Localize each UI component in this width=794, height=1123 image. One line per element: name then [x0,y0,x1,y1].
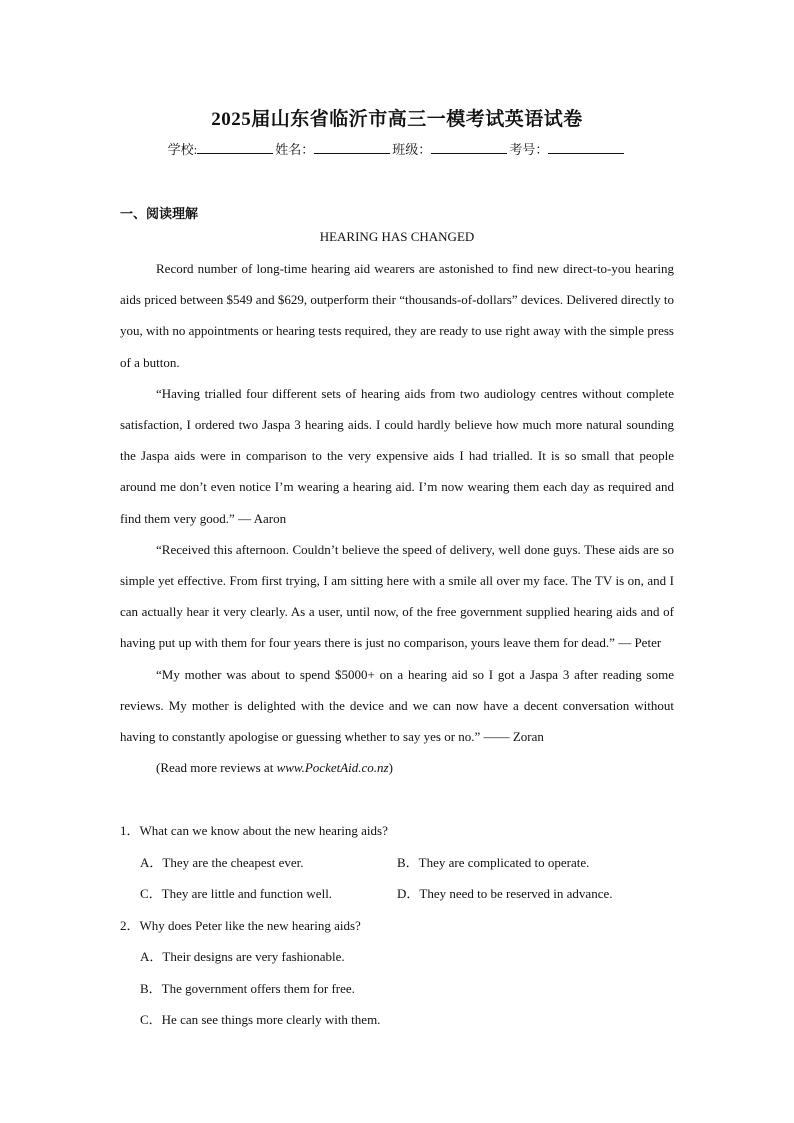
option-c: C．They are little and function well. [140,886,333,901]
passage-paragraph: Record number of long-time hearing aid wearers are astonished to find new direct-to-you hearing aids priced between $549 and $629, outperform their “thousands-of-dollars” devices. Delivered directly to you, with no appointments or hearing tests required, they are ready to use right away with the simple press of a button. [120,261,674,370]
option-a: A．They are the cheapest ever. [140,854,304,870]
passage-paragraph: “Having trialled four different sets of hearing aids from two audiology centres without complete satisfaction, I ordered two Jaspa 3 hearing aids. I could hardly believe how much more natural sounding the Jaspa aids were in comparison to the very expensive aids I had trialled. It is so small that people around me don’t even notice I’m wearing a hearing aid. I’m now wearing them each day as required and find them very good.” — Aaron [120,385,674,526]
page-title: 2025届山东省临沂市高三一模考试英语试卷 [211,109,583,130]
option-c: C．He can see things more clearly with them. [140,1012,381,1027]
option-a: A．Their designs are very fashionable. [140,949,345,964]
option-b: B．The government offers them for free. [140,980,355,996]
class-blank [431,141,507,154]
class-label: 班级： [392,142,432,157]
passage-title: HEARING HAS CHANGED [319,229,475,244]
question-stem: 2．Why does Peter like the new hearing aids? [120,917,361,933]
exam-no-blank [548,141,624,154]
source-prefix: (Read more reviews at [156,760,277,776]
reading-passage [120,253,674,783]
option-b: B．They are complicated to operate. [397,854,590,870]
school-blank [197,141,273,154]
exam-no-label: 考号： [509,142,549,157]
option-row [120,878,674,910]
name-blank [314,141,390,154]
section-heading: 一、阅读理解 [120,206,199,221]
question-stem: 1．What can we know about the new hearing aids? [120,823,388,838]
passage-source [120,752,674,783]
option-d: D．They need to be reserved in advance. [397,886,613,901]
source-url: www.PocketAid.co.nz [276,760,389,776]
question-list [120,815,674,1036]
passage-paragraph: “Received this afternoon. Couldn’t believe the speed of delivery, well done guys. These aids are so simple yet effective. From first trying, I am sitting here with a smile all over my face. The TV is on, and I can actually hear it very clearly. As a user, until now, of the free government supplied hearing aids and of having put up with them for four years there is just no comparison, yours leave them for dead.” — Peter [120,541,674,651]
option-row [120,847,674,879]
passage-paragraph: “My mother was about to spend $5000+ on a hearing aid so I got a Jaspa 3 after reading some reviews. My mother is delighted with the device and we can now have a decent conversation without having to constantly apologise or guessing whether to say yes or no.” —— Zoran [120,666,674,745]
name-label: 姓名： [275,142,315,157]
source-suffix: ) [388,760,393,776]
school-label: 学校: [167,142,198,157]
student-info-line [0,139,794,158]
